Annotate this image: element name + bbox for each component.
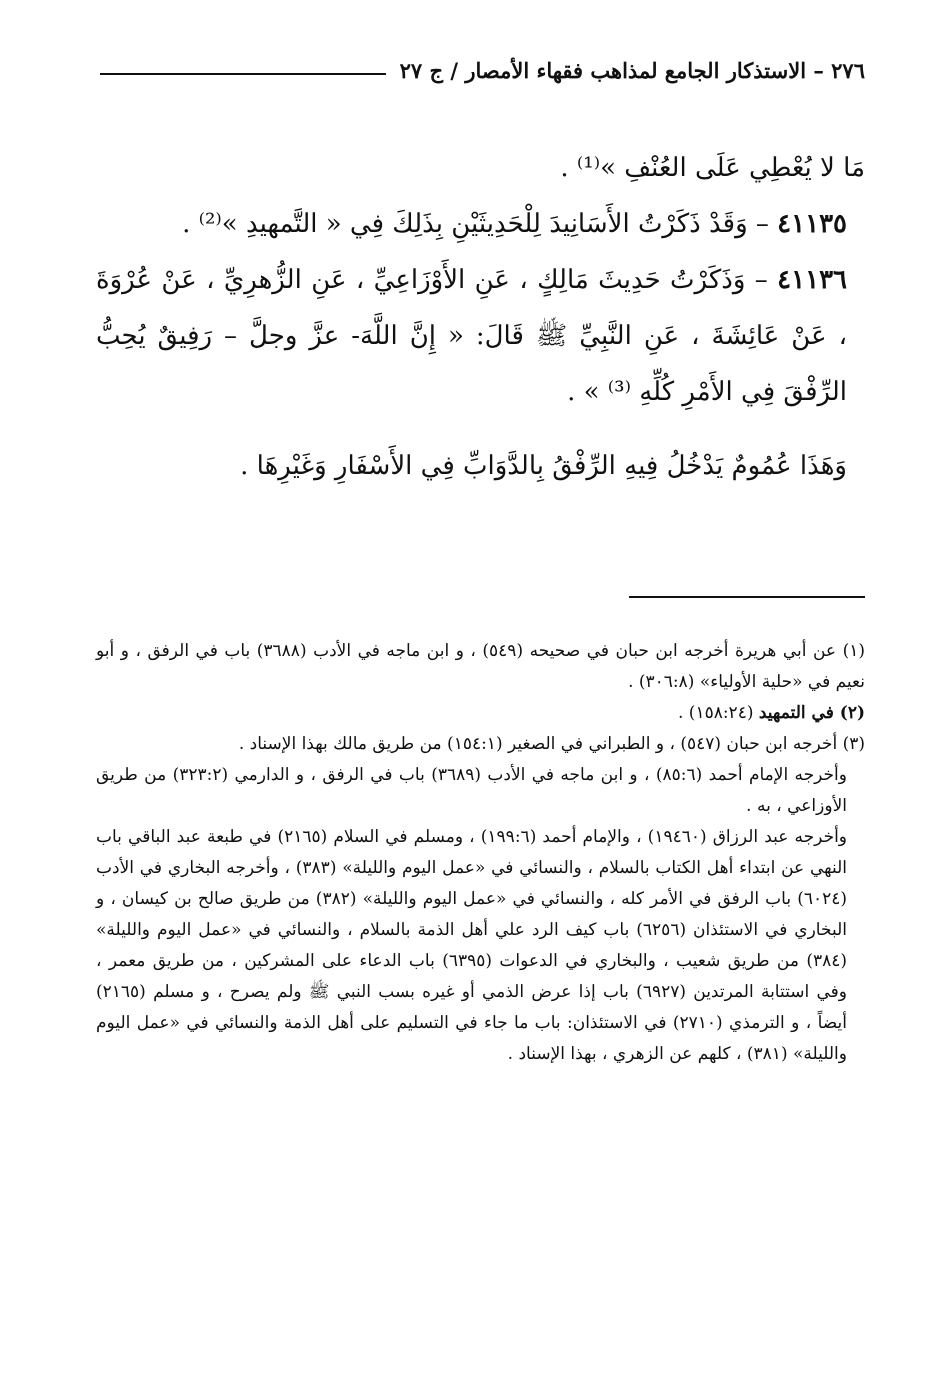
footnote-separator <box>629 596 865 598</box>
running-title: ٢٧٦ – الاستذكار الجامع لمذاهب فقهاء الأمصار / ج ٢٧ <box>399 58 865 83</box>
header-rule <box>100 73 386 75</box>
main-text <box>96 140 865 494</box>
continuation-line: مَا لا يُعْطِي عَلَى العُنْفِ »⁽¹⁾ . <box>560 153 865 183</box>
paragraph-41136 <box>96 252 865 420</box>
footnote-3-continued: وأخرجه عبد الرزاق (١٩٤٦٠) ، والإمام أحمد (١٩٩:٦) ، ومسلم في السلام (٢١٦٥) في طبعة عبد الباقي باب النهي عن ابتداء أهل الكتاب بالسلام ، والنسائي في «عمل اليوم والليلة» (٣٨٣) ، وأخرجه البخاري في الأدب (٦٠٢٤) باب الرفق في الأمر كله ، والنسائي في «عمل اليوم والليلة» (٣٨٢) من طريق صالح بن كيسان ، و البخاري في الاستئذان (٦٢٥٦) باب كيف الرد علي أهل الذمة بالسلام ، والنسائي في «عمل اليوم والليلة» (٣٨٤) من طريق شعيب ، والبخاري في الدعوات (٦٣٩٥) باب الدعاء على المشركين ، من طريق معمر ، وفي استتابة المرتدين (٦٩٢٧) باب إذا عرض الذمي أو غيره بسب النبي ﷺ ولم يصرح ، و مسلم (٢١٦٥) أيضاً ، و الترمذي (٢٧١٠) في الاستئذان: باب ما جاء في التسليم على أهل الذمة والنسائي في «عمل اليوم والليلة» (٣٨١) ، كلهم عن الزهري ، بهذا الإسناد . <box>96 827 848 1064</box>
footnote-2 <box>96 698 865 729</box>
footnote-3: (٣) أخرجه ابن حبان (٥٤٧) ، و الطبراني في الصغير (١٥٤:١) من طريق مالك بهذا الإسناد . <box>238 734 865 754</box>
paragraph-41135 <box>96 196 865 252</box>
page-header <box>100 58 865 83</box>
paragraph-text: – وَذَكَرْتُ حَدِيثَ مَالِكٍ ، عَنِ الأَوْزَاعِيِّ ، عَنِ الزُّهرِيِّ ، عَنْ عُرْوَةَ ، عَنْ عَائِشَةَ ، عَنِ النَّبِيِّ ﷺ قَالَ: « إِنَّ اللَّهَ- عزَّ وجلَّ – رَفِيقٌ يُحِبُّ الرِّفْقَ فِي الأَمْرِ كُلِّهِ ⁽³⁾ » . <box>96 265 847 407</box>
footnote-3-continued: وأخرجه الإمام أحمد (٨٥:٦) ، و ابن ماجه في الأدب (٣٦٨٩) باب في الرفق ، و الدارمي (٣٢٣:٢) من طريق الأوزاعي ، به . <box>96 765 847 816</box>
paragraph-text: – وَقَدْ ذَكَرْتُ الأَسَانِيدَ لِلْحَدِيثَيْنِ بِذَلِكَ فِي « التَّمهيدِ »⁽²⁾ . <box>182 209 769 239</box>
footnote-2-ref: (١٥٨:٢٤) . <box>677 703 754 723</box>
paragraph-number: ٤١١٣٦ <box>777 265 847 295</box>
footnote-1: (١) عن أبي هريرة أخرجه ابن حبان في صحيحه (٥٤٩) ، و ابن ماجه في الأدب (٣٦٨٨) باب في الرفق ، و أبو نعيم في «حلية الأولياء» (٣٠٦:٨) . <box>96 641 865 692</box>
closing-paragraph: وَهَذَا عُمُومٌ يَدْخُلُ فِيهِ الرِّفْقُ بِالدَّوَابِّ فِي الأَسْفَارِ وَغَيْرِهَا . <box>240 451 847 481</box>
footnotes <box>96 636 865 1070</box>
paragraph-number: ٤١١٣٥ <box>777 209 847 239</box>
footnote-2-label: (٢) في التمهيد <box>758 703 865 723</box>
